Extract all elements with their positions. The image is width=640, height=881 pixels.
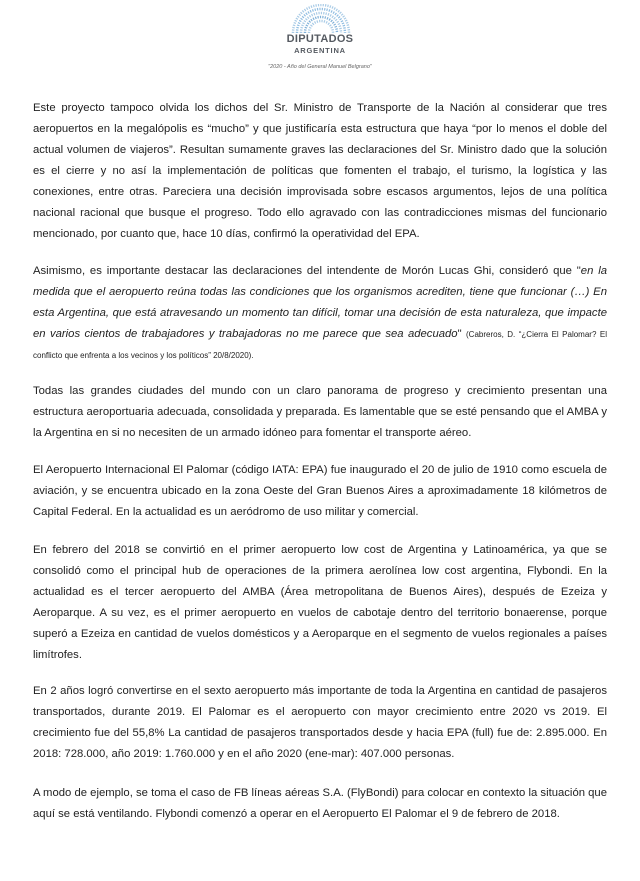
letterhead bbox=[0, 0, 640, 80]
paragraph-flybondi: A modo de ejemplo, se toma el caso de FB líneas aéreas S.A. (FlyBondi) para colocar en contexto la situación que aquí se está ventilando. Flybondi comenzó a operar en el Aeropuerto El Palomar el 9 de febrero de 2018. bbox=[33, 787, 607, 820]
paragraph-minister-statements: Este proyecto tampoco olvida los dichos del Sr. Ministro de Transporte de la Nación al considerar que tres aeropuertos en la megalópolis es “mucho” y que justificaría esta estructura que haya “por lo menos el doble del actual volumen de viajeros”. Resultan sumamente graves las declaraciones del Sr. Ministro dado que la solución es el cierre y no así la implementación de políticas que fomenten el trabajo, el turismo, la logística y las conexiones, entre otras. Pareciera una decisión improvisada sobre escasos argumentos, lejos de una política nacional racional que busque el progreso. Todo ello agravado con las contradicciones mismas del funcionario mencionado, por cuanto que, hace 10 días, confirmó la operatividad del EPA. bbox=[33, 102, 607, 240]
paragraph-passenger-stats: En 2 años logró convertirse en el sexto aeropuerto más importante de toda la Argentina en cantidad de pasajeros transportados, durante 2019. El Palomar es el aeropuerto con mayor crecimiento entre 2020 vs 2019. El crecimiento fue del 55,8% La cantidad de pasajeros transportados desde y hacia EPA (full) fue de: 2.895.000. En 2018: 728.000, año 2019: 1.760.000 y en el año 2020 (ene-mar): 407.000 personas. bbox=[33, 685, 607, 760]
motto: "2020 - Año del General Manuel Belgrano" bbox=[268, 64, 372, 70]
quote-close: " bbox=[457, 328, 466, 340]
congress-dome-logo-icon bbox=[290, 4, 352, 34]
paragraph-low-cost: En febrero del 2018 se convirtió en el primer aeropuerto low cost de Argentina y Latinoamérica, ya que se consolidó como el principal hub de operaciones de la primera aerolínea low cost argentina, Flybondi. En la actualidad es el tercer aeropuerto del AMBA (Área metropolitana de Buenos Aires), después de Ezeiza y Aeroparque. A su vez, es el primer aeropuerto en vuelos de cabotaje dentro del territorio bonaerense, porque superó a Ezeiza en cantidad de vuelos domésticos y a Aeroparque en el segmento de vuelos regionales a países limítrofes. bbox=[33, 544, 607, 661]
paragraph-moron-mayor bbox=[33, 261, 607, 366]
brand-name: DIPUTADOS bbox=[286, 33, 354, 45]
paragraph-intro: Asimismo, es importante destacar las declaraciones del intendente de Morón Lucas Ghi, consideró que " bbox=[33, 265, 581, 277]
mayor-quote: en la medida que el aeropuerto reúna todas las condiciones que los organismos acrediten, tiene que funcionar (…) En esta Argentina, que está atravesando un momento tan difícil, tomar una decisión de esta naturaleza, que impacte en varios cientos de trabajadores y trabajadoras no me parece que sea adecuado bbox=[33, 265, 607, 340]
brand-country: ARGENTINA bbox=[294, 46, 346, 55]
paragraph-airport-history: El Aeropuerto Internacional El Palomar (código IATA: EPA) fue inaugurado el 20 de julio de 1910 como escuela de aviación, y se encuentra ubicado en la zona Oeste del Gran Buenos Aires a aproximadamente 18 kilómetros de Capital Federal. En la actualidad es un aeródromo de uso militar y comercial. bbox=[33, 464, 607, 518]
paragraph-world-cities: Todas las grandes ciudades del mundo con un claro panorama de progreso y crecimiento presentan una estructura aeroportuaria adecuada, consolidada y preparada. Es lamentable que se esté pensando que el AMBA y la Argentina en si no necesiten de un armado idóneo para fomentar el transporte aéreo. bbox=[33, 385, 607, 439]
citation: (Cabreros, D. “¿Cierra El Palomar? El conflicto que enfrenta a los vecinos y los políticos” 20/8/2020). bbox=[33, 330, 607, 360]
